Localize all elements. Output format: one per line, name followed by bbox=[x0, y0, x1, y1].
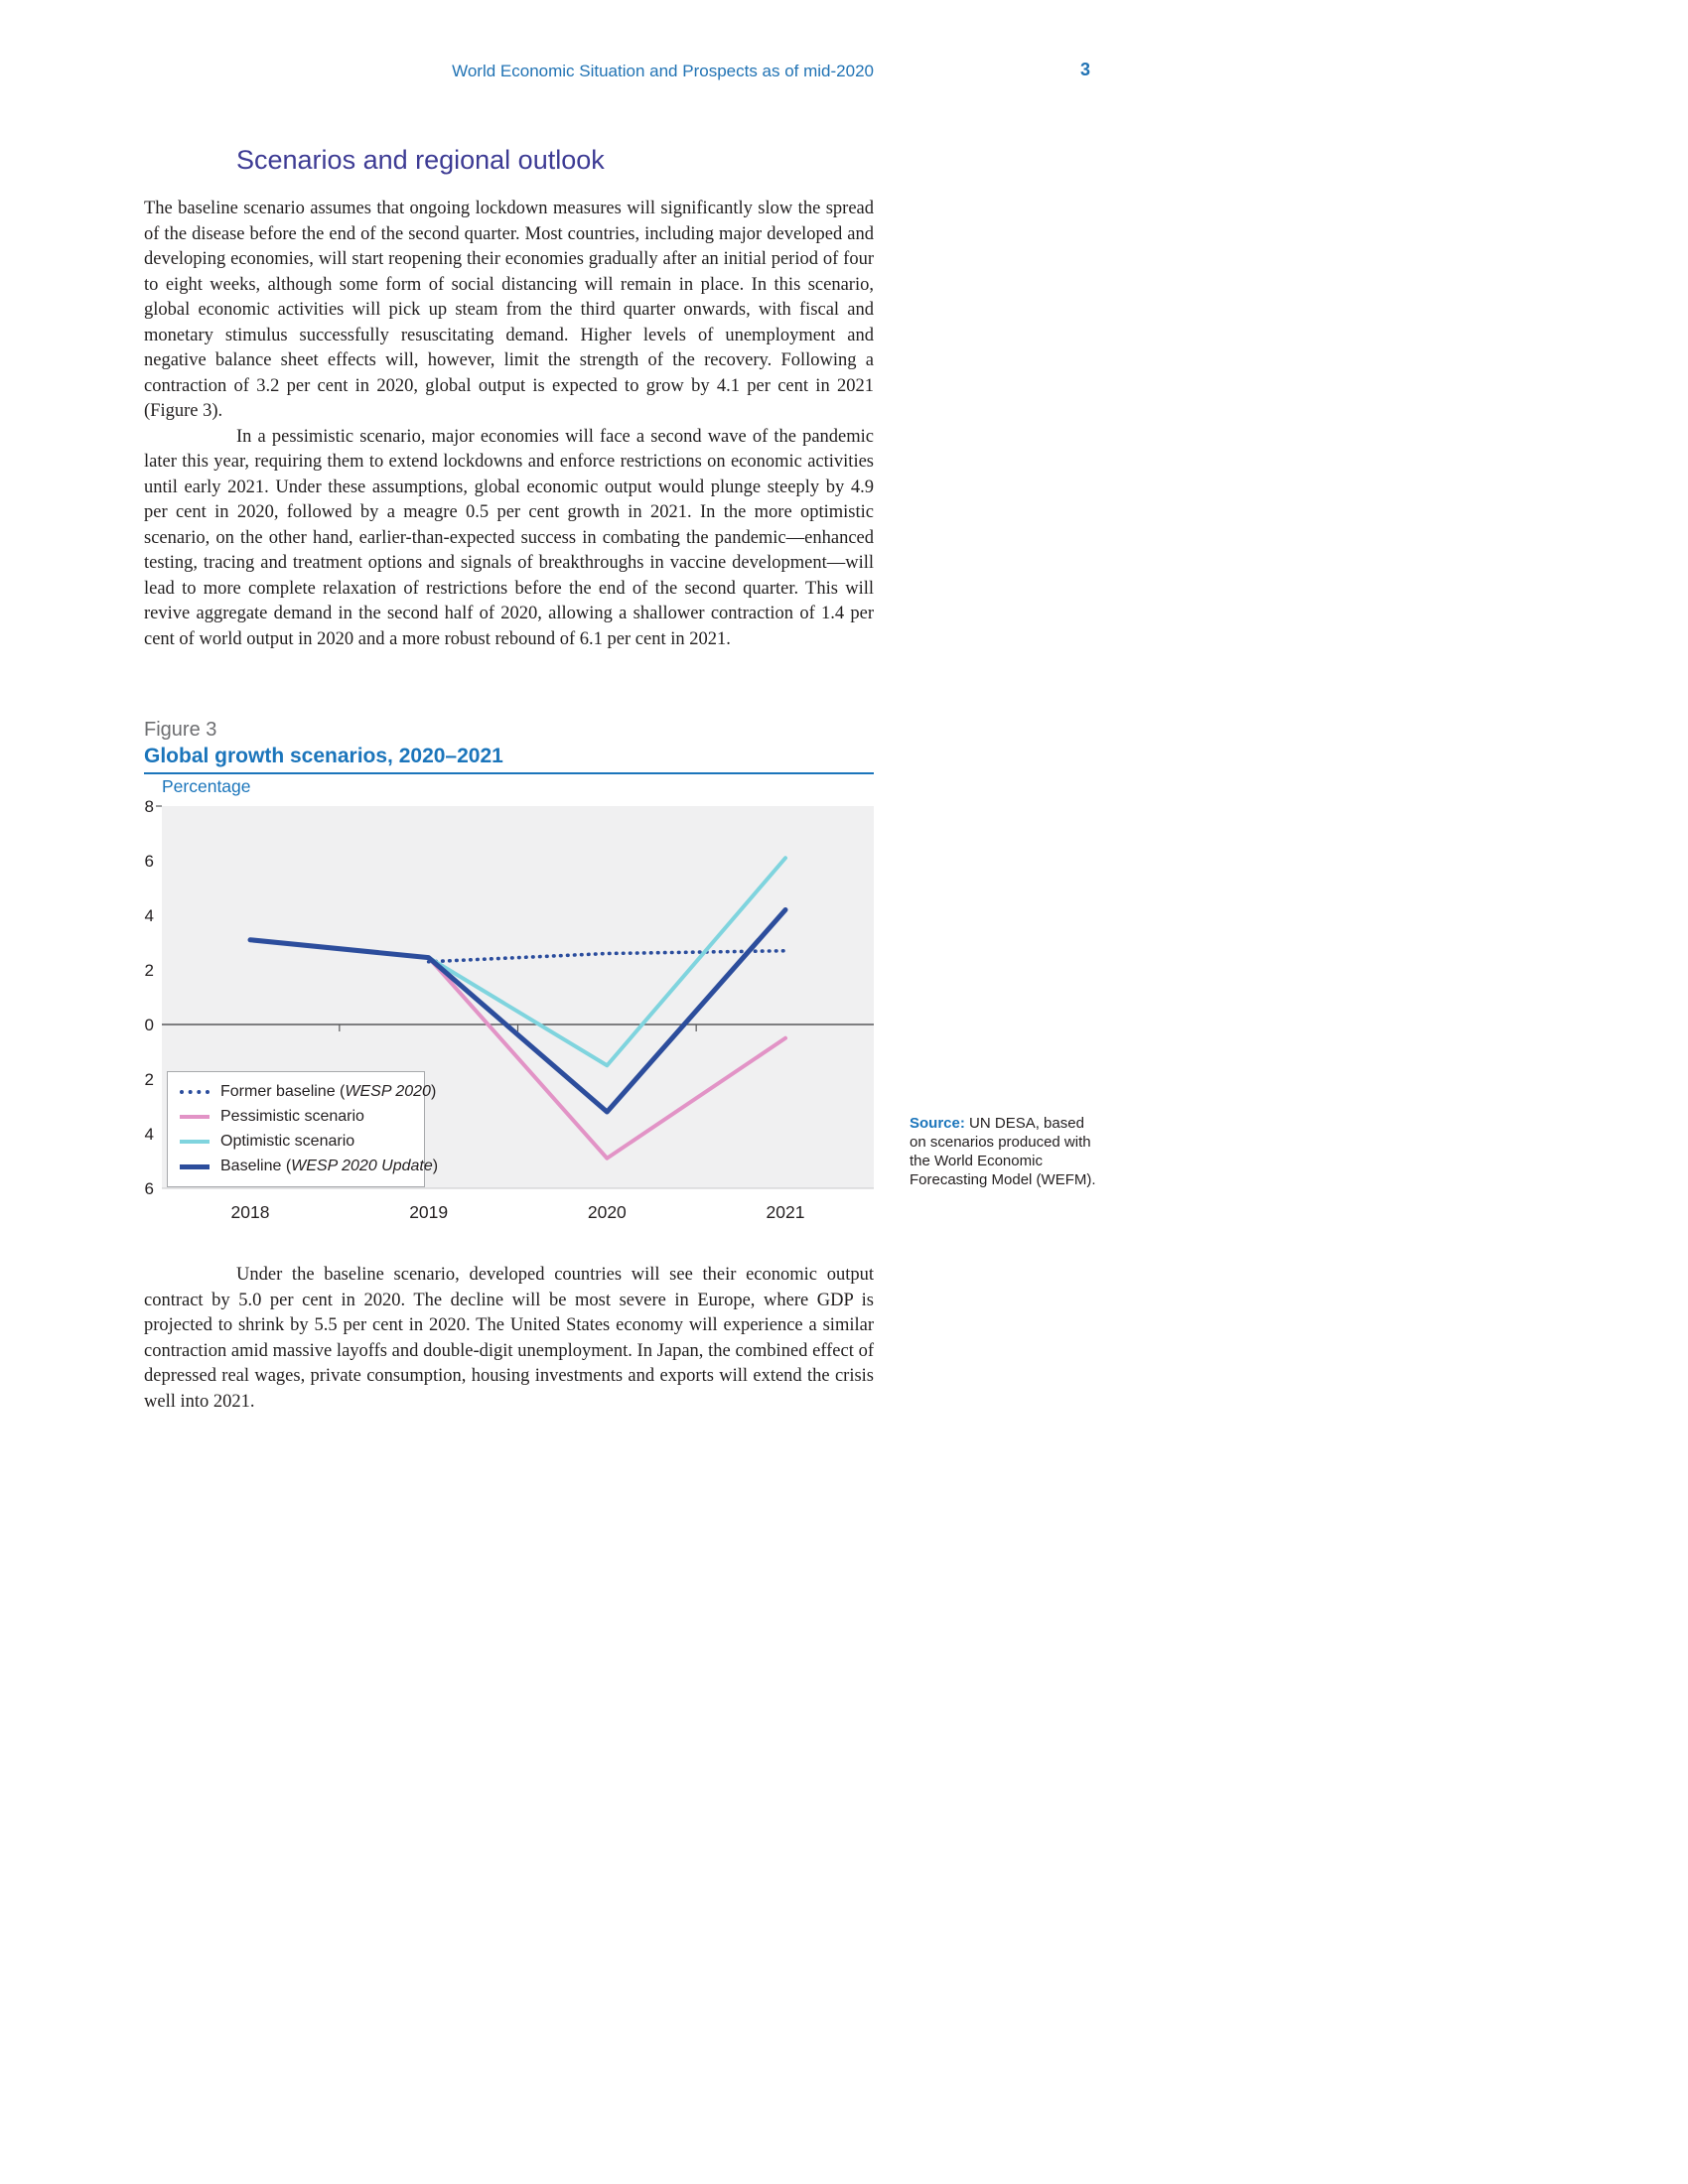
paragraph-baseline-scenario: The baseline scenario assumes that ongoing lockdown measures will significantly slow the spread of the disease before the end of the second quarter. Most countries, including major developed and developing economies, will start reopening their economies gradually after an initial period of four to eight weeks, although some form of social distancing will remain in place. In this scenario, global economic activities will pick up steam from the third quarter onwards, with fiscal and monetary stimulus successfully resuscitating demand. Higher levels of unemployment and negative balance sheet effects will, however, limit the strength of the recovery. Following a contraction of 3.2 per cent in 2020, global output is expected to grow by 4.1 per cent in 2021 (Figure 3). bbox=[144, 199, 874, 421]
legend-label-pessimistic bbox=[220, 1108, 364, 1126]
y-tick-label: 2 bbox=[144, 1070, 154, 1089]
paragraph-pessimistic-optimistic: In a pessimistic scenario, major economies will face a second wave of the pandemic later this year, requiring them to extend lockdowns and enforce restrictions on economic activities until early 2021. Under these assumptions, global economic output would plunge steeply by 4.9 per cent in 2020, followed by a meagre 0.5 per cent growth in 2021. In the more optimistic scenario, on the other hand, earlier-than-expected success in combating the pandemic—enhanced testing, tracing and treatment options and signals of breakthroughs in vaccine development—will lead to more complete relaxation of restrictions before the end of the second quarter. This will revive aggregate demand in the second half of 2020, allowing a shallower contraction of 1.4 per cent of world output in 2020 and a more robust rebound of 6.1 per cent in 2021. bbox=[144, 426, 874, 649]
body-text-block bbox=[144, 197, 874, 652]
legend-label-text: Pessimistic scenario bbox=[220, 1108, 364, 1125]
figure-chart bbox=[144, 776, 874, 1228]
legend-item-optimistic bbox=[180, 1133, 412, 1151]
x-tick-label: 2020 bbox=[587, 1202, 627, 1222]
legend-label-text: Former baseline ( bbox=[220, 1083, 346, 1100]
figure-label: Figure 3 bbox=[144, 719, 217, 741]
x-tick-label: 2019 bbox=[409, 1202, 449, 1222]
x-tick-label: 2018 bbox=[230, 1202, 270, 1222]
y-tick-label: 8 bbox=[144, 797, 154, 816]
legend-swatch-optimistic bbox=[180, 1140, 210, 1144]
figure-source-note bbox=[910, 1114, 1098, 1189]
legend-label-former-baseline bbox=[220, 1083, 436, 1101]
source-label: Source: bbox=[910, 1115, 965, 1132]
y-tick-label: 0 bbox=[144, 1016, 154, 1034]
y-axis-title: Percentage bbox=[162, 776, 251, 796]
legend-label-text: ) bbox=[432, 1158, 439, 1174]
legend-label-text: Baseline ( bbox=[220, 1158, 292, 1174]
legend-item-baseline bbox=[180, 1158, 439, 1175]
figure-title: Global growth scenarios, 2020–2021 bbox=[144, 745, 503, 767]
y-tick-label: 2 bbox=[144, 961, 154, 980]
legend-label-text: ) bbox=[430, 1083, 437, 1100]
legend-item-pessimistic bbox=[180, 1108, 412, 1126]
legend-swatch-pessimistic bbox=[180, 1115, 210, 1119]
legend-label-optimistic bbox=[220, 1133, 354, 1151]
y-tick-label: 6 bbox=[144, 852, 154, 871]
legend-swatch-former-baseline bbox=[180, 1090, 210, 1094]
legend-label-baseline bbox=[220, 1158, 438, 1175]
source-text: UN DESA, based on scenarios produced with the World Economic Forecasting Model (WEFM). bbox=[910, 1115, 1096, 1188]
paragraph-baseline-regions: Under the baseline scenario, developed countries will see their economic output contract by 5.0 per cent in 2020. The decline will be most severe in Europe, where GDP is projected to shrink by 5.5 per cent in 2020. The United States economy will experience a similar contraction amid massive layoffs and double-digit unemployment. In Japan, the combined effect of depressed real wages, private consumption, housing investments and exports will extend the crisis well into 2021. bbox=[144, 1265, 874, 1412]
chart-legend bbox=[167, 1071, 439, 1187]
y-tick-label: 4 bbox=[144, 1125, 154, 1144]
legend-label-text: Optimistic scenario bbox=[220, 1133, 355, 1150]
running-head: World Economic Situation and Prospects as of mid-2020 bbox=[452, 62, 874, 80]
page-number: 3 bbox=[1080, 60, 1091, 79]
legend-label-italic: WESP 2020 bbox=[345, 1083, 431, 1100]
legend-item-former-baseline bbox=[180, 1083, 437, 1101]
y-tick-label: 4 bbox=[144, 906, 154, 925]
section-heading: Scenarios and regional outlook bbox=[236, 145, 605, 175]
y-tick-label: 6 bbox=[144, 1179, 154, 1198]
legend-label-italic: WESP 2020 Update bbox=[291, 1158, 433, 1174]
figure-title-rule bbox=[144, 772, 874, 774]
legend-swatch-baseline bbox=[180, 1164, 210, 1169]
x-tick-label: 2021 bbox=[766, 1202, 805, 1222]
